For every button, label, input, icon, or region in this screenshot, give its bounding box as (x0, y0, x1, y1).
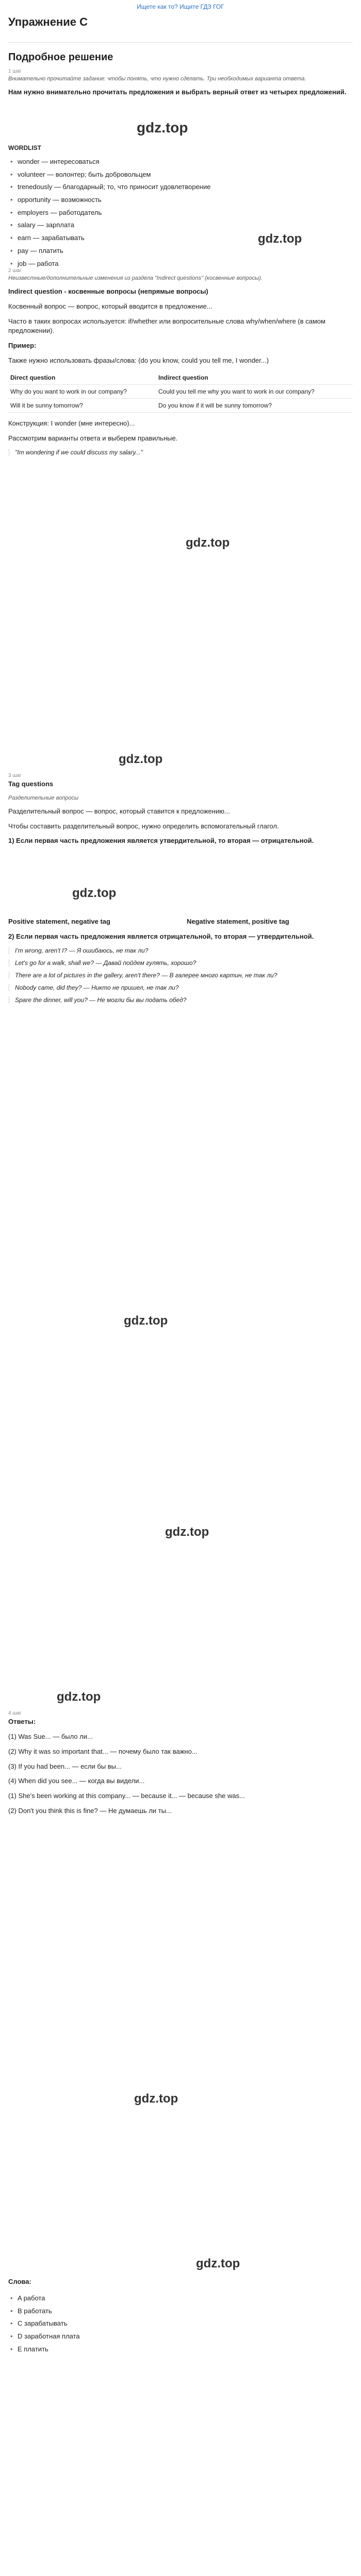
question-line: (1) She's been working at this company... — because it... — because she was... (8, 1792, 245, 1800)
exercise-title: Упражнение C (8, 15, 88, 28)
answer-line: (1) Was Sue... — было ли... (8, 1732, 93, 1740)
table-cell: Will it be sunny tomorrow? (8, 399, 156, 413)
answer-line: (3) If you had been... — если бы вы... (8, 1762, 122, 1770)
word-item: • pay — платить (8, 245, 353, 258)
example: I'm wrong, aren't I? — Я ошибаюсь, не так ли? (8, 947, 353, 954)
step-note: 1 шаг (8, 69, 22, 74)
table-row (8, 385, 353, 399)
indirect-text: Пример: (8, 342, 37, 350)
positive-negative (8, 917, 353, 1009)
tag-text: Чтобы составить разделительный вопрос, нужно определить вспомогательный глагол. (8, 822, 279, 830)
step-note: 4 шаг (8, 1710, 22, 1716)
watermark: gdz.top (134, 2092, 178, 2106)
word-item: • job — работа (8, 258, 353, 270)
positive-column (8, 917, 174, 932)
tag-subtitle: Разделительные вопросы (8, 794, 79, 801)
after-table-text: Рассмотрим варианты ответа и выберем правильные. (8, 434, 178, 442)
indirect-title: Indirect question - косвенные вопросы (непрямые вопросы) (8, 287, 208, 295)
example: There are a lot of pictures in the gallery, aren't there? — В галерее много картин, не так ли? (8, 972, 353, 979)
word: • C зарабатывать (8, 2317, 353, 2330)
word-item: • earn — зарабатывать (8, 232, 353, 245)
example: Let's go for a walk, shall we? — Давай пойдем гулять, хорошо? (8, 959, 353, 967)
tag-section (8, 773, 353, 851)
tag-title: Tag questions (8, 780, 54, 788)
solution-section (8, 52, 353, 103)
indirect-text: Часто в таких вопросах используется: if/whether или вопросительные слова why/when/where (в самом предложении). (8, 317, 326, 335)
word-item: • volunteer — волонтер; быть добровольцем (8, 168, 353, 181)
word-item: • employers — работодатель (8, 207, 353, 219)
table-cell: Do you know if it will be sunny tomorrow? (156, 399, 353, 413)
positive-title: Positive statement, negative tag (8, 918, 110, 925)
section-line: Неизвестные/дополнительные изменения из раздела "Indirect questions" (косвенные вопросы). (8, 275, 262, 281)
wordlist-title: WORDLIST (8, 144, 41, 151)
divider (8, 42, 353, 43)
table-cell: Why do you want to work in our company? (8, 385, 156, 399)
step-note: 2 шаг (8, 268, 22, 274)
tag-columns (8, 917, 353, 932)
table-header-row (8, 371, 353, 385)
answer-line: (2) Why it was so important that... — почему было так важно... (8, 1747, 198, 1755)
rule: 1) Если первая часть предложения является утвердительной, то вторая — отрицательной. (8, 837, 314, 845)
table-row (8, 399, 353, 413)
indirect-table (8, 371, 353, 413)
indirect-section (8, 268, 353, 461)
example-quote: "Im wondering if we could discuss my salary..." (8, 449, 353, 456)
task-line: Внимательно прочитайте задание: чтобы понять, что нужно сделать. Три необходимых варианта ответа. (8, 76, 306, 82)
negative-title: Negative statement, positive tag (187, 918, 289, 925)
question-line: (2) Don't you think this is fine? — Не думаешь ли ты... (8, 1807, 172, 1815)
watermark: gdz.top (57, 1690, 101, 1704)
watermark: gdz.top (186, 536, 230, 550)
wordlist (8, 156, 353, 270)
watermark: gdz.top (165, 1525, 209, 1539)
watermark: gdz.top (137, 120, 188, 135)
word-item: • opportunity — возможность (8, 194, 353, 207)
table-header: Indirect question (156, 371, 353, 385)
watermark: gdz.top (119, 752, 163, 766)
watermark: gdz.top (196, 2257, 240, 2270)
wordlist-section (8, 144, 353, 270)
solution-title: Подробное решение (8, 52, 113, 63)
watermark: gdz.top (72, 886, 117, 900)
word-item: • trenedously — благодарный; то, что приносит удовлетворение (8, 181, 353, 194)
task-line-bold: Нам нужно внимательно прочитать предложения и выбрать верный ответ из четырех предложений. (8, 88, 347, 96)
words-list (8, 2292, 353, 2355)
answers-section (8, 1710, 353, 1821)
words-section (8, 2277, 353, 2355)
example: Spare the dinner, will you? — Не могли бы вы подать обед? (8, 996, 353, 1004)
table-header: Direct question (8, 371, 156, 385)
word: • E платить (8, 2343, 353, 2356)
watermark: gdz.top (124, 1314, 168, 1328)
words-title: Слова: (8, 2278, 31, 2285)
answers-title: Ответы: (8, 1718, 36, 1725)
negative-column (187, 917, 353, 932)
word-item: • salary — зарплата (8, 219, 353, 232)
watermark: gdz.top (258, 232, 302, 246)
indirect-text: Косвенный вопрос — вопрос, который вводится в предложение... (8, 302, 212, 310)
step-note: 3 шаг (8, 773, 22, 778)
word: • B работать (8, 2305, 353, 2318)
word-item: • wonder — интересоваться (8, 156, 353, 168)
table-cell: Could you tell me why you want to work in our company? (156, 385, 353, 399)
tag-text: Разделительный вопрос — вопрос, который ставится к предложению... (8, 807, 230, 815)
after-table-text: Конструкция: I wonder (мне интересно)... (8, 419, 135, 427)
top-link[interactable]: Ищете как то? Ищите ГДЗ ГОГ (137, 3, 224, 10)
indirect-text: Также нужно использовать фразы/слова: (do you know, could you tell me, I wonder...) (8, 357, 269, 365)
word: • D заработная плата (8, 2330, 353, 2343)
rule: 2) Если первая часть предложения является отрицательной, то вторая — утвердительной. (8, 932, 314, 940)
example: Nobody came, did they? — Никто не пришел, не так ли? (8, 984, 353, 991)
word: • A работа (8, 2292, 353, 2305)
answer-line: (4) When did you see... — когда вы видели... (8, 1777, 145, 1785)
